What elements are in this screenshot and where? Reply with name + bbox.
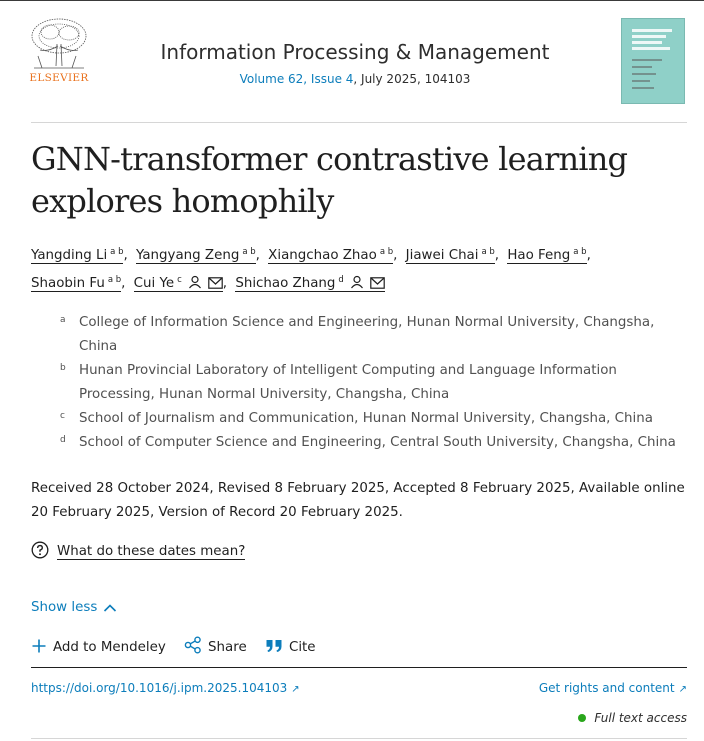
chevron-up-icon — [103, 603, 117, 613]
author-list: Yangding Li $^{a b}$, Yangyang Zeng $^{a b}$, Xiangchao Zhao $^{a b}$, Jiawei Chai $^{a b}$, Hao Feng $^{a b}$, Shaobin Fu $^{a b}$, Cui Ye $^c$ , Shichao Zhang $^d$ — [31, 247, 591, 291]
author-link[interactable] — [268, 248, 393, 264]
author-name: Cui Ye — [133, 276, 175, 291]
actions-divider — [31, 667, 687, 668]
add-to-mendeley-button[interactable] — [31, 636, 166, 660]
get-rights-label: Get rights and content — [538, 681, 675, 695]
author-link[interactable] — [136, 248, 256, 264]
author-affiliation-sup: a b — [242, 247, 256, 257]
cite-button[interactable] — [265, 636, 316, 660]
doi-link[interactable] — [31, 678, 300, 700]
share-label: Share — [208, 640, 247, 655]
affiliation-text: College of Information Science and Engineering, Hunan Normal University, Changsha, China — [79, 315, 655, 354]
show-less-toggle[interactable] — [31, 598, 117, 618]
doi-text: https://doi.org/10.1016/j.ipm.2025.104103 — [31, 681, 288, 695]
author-link[interactable] — [406, 248, 495, 264]
author-affiliation-sup: a b — [107, 275, 122, 285]
author-affiliation-sup: a b — [573, 247, 587, 257]
journal-cover-thumbnail[interactable] — [621, 18, 685, 104]
journal-issue-info — [110, 72, 600, 86]
top-border — [0, 0, 704, 1]
affiliation-text: Hunan Provincial Laboratory of Intelligent Computing and Language Information Processing, Hunan Normal University, Changsha, China — [79, 363, 617, 402]
cite-label: Cite — [288, 640, 316, 655]
share-button[interactable] — [184, 636, 247, 660]
elsevier-tree-icon — [28, 16, 90, 72]
access-status — [578, 708, 687, 728]
author-name: Jiawei Chai — [405, 248, 479, 263]
affiliation-text: School of Computer Science and Engineering, Central South University, Changsha, China — [79, 435, 676, 450]
quote-icon — [265, 638, 283, 654]
author-affiliation-sup: a b — [379, 247, 394, 257]
article-actions — [31, 636, 330, 660]
elsevier-wordmark: ELSEVIER — [29, 72, 89, 84]
plus-icon — [31, 638, 47, 654]
header-divider — [31, 122, 687, 123]
what-dates-link[interactable]: What do these dates mean? — [57, 544, 246, 559]
article-title: GNN-transformer contrastive learning explores homophily — [31, 140, 628, 220]
affiliation-label: a — [60, 315, 66, 325]
article-history-dates: Received 28 October 2024, Revised 8 February 2025, Accepted 8 February 2025, Available online 20 February 2025, Version of Record 20 February 2025. — [31, 481, 685, 520]
affiliation-item — [60, 407, 690, 431]
author-name: Yangding Li — [31, 248, 108, 263]
email-icon — [208, 277, 223, 289]
affiliation-list — [60, 311, 690, 455]
add-to-mendeley-label: Add to Mendeley — [53, 640, 166, 655]
affiliation-label: c — [60, 411, 65, 421]
person-icon — [350, 275, 364, 289]
affiliation-item — [60, 431, 690, 455]
issue-date-article-number: , July 2025, 104103 — [353, 72, 471, 86]
person-icon — [188, 275, 202, 289]
affiliation-text: School of Journalism and Communication, Hunan Normal University, Changsha, China — [79, 411, 653, 426]
external-link-icon: ↗ — [291, 684, 300, 695]
author-link[interactable] — [235, 276, 384, 292]
author-affiliation-sup: a b — [110, 247, 124, 257]
bottom-divider — [31, 738, 687, 739]
affiliation-label: d — [60, 435, 66, 445]
author-link[interactable] — [134, 276, 223, 292]
dates-help[interactable] — [31, 541, 245, 563]
author-affiliation-sup: a b — [481, 247, 495, 257]
share-icon — [184, 636, 202, 654]
show-less-label: Show less — [31, 600, 98, 615]
author-affiliation-sup: c — [177, 275, 182, 285]
author-name: Shichao Zhang — [235, 276, 336, 291]
author-link[interactable] — [31, 276, 121, 292]
author-name: Shaobin Fu — [31, 276, 105, 291]
email-icon — [370, 277, 385, 289]
author-name: Xiangchao Zhao — [268, 248, 377, 263]
affiliation-item — [60, 311, 690, 359]
access-status-label: Full text access — [594, 711, 687, 725]
author-name: Hao Feng — [507, 248, 571, 263]
elsevier-logo[interactable] — [28, 16, 90, 86]
get-rights-link[interactable] — [539, 678, 687, 700]
external-link-icon: ↗ — [678, 684, 687, 695]
author-link[interactable] — [31, 248, 123, 264]
author-affiliation-sup: d — [338, 275, 344, 285]
affiliation-item — [60, 359, 690, 407]
volume-issue-link[interactable]: Volume 62, Issue 4 — [239, 72, 354, 86]
affiliation-label: b — [60, 363, 66, 373]
access-status-dot-icon — [578, 714, 586, 722]
author-link[interactable] — [507, 248, 586, 264]
author-name: Yangyang Zeng — [136, 248, 240, 263]
journal-title[interactable]: Information Processing & Management — [160, 40, 550, 64]
question-circle-icon — [31, 541, 49, 559]
